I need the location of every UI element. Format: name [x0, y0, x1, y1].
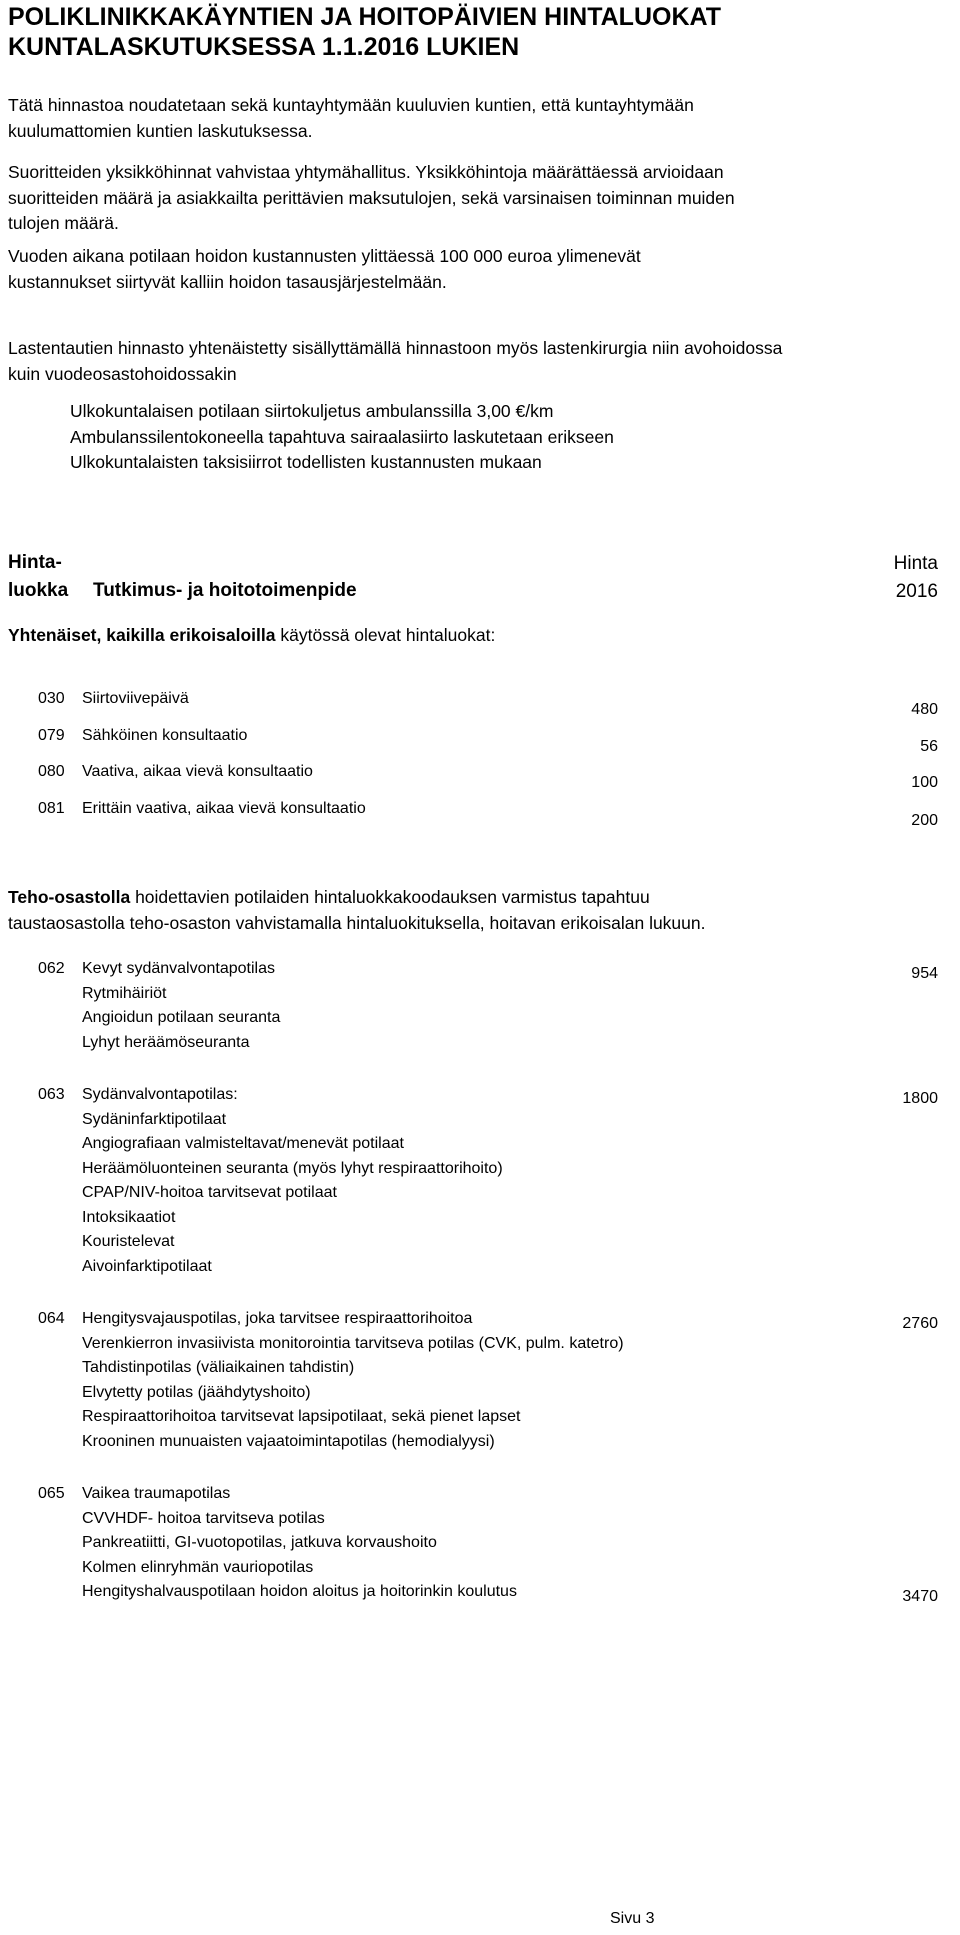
intro-paragraph-4: Lastentautien hinnasto yhtenäistetty sisällyttämällä hinnastoon myös lastenkirurgia niin avohoidossa kuin vuodeosastohoidossakin — [8, 338, 783, 384]
document-title — [8, 2, 721, 62]
row-desc: Erittäin vaativa, aikaa vievä konsultaatio — [82, 800, 366, 817]
title-line-2: KUNTALASKUTUKSESSA 1.1.2016 LUKIEN — [8, 33, 520, 61]
page-number: Sivu 3 — [610, 1910, 655, 1927]
row-price: 56 — [920, 738, 938, 755]
group-code: 063 — [38, 1086, 65, 1103]
group-lines: Hengitysvajauspotilas, joka tarvitsee respiraattorihoitoa Verenkierron invasiivista monitorointia tarvitseva potilas (CVK, pulm. katetro) Tahdistinpotilas (väliaikainen tahdistin) Elvytetty potilas (jäähdytyshoito) Respiraattorihoitoa tarvitsevat lapsipotilaat, sekä pienet lapset Krooninen munuaisten vajaatoimintapotilas (hemodialyysi) — [82, 1310, 624, 1450]
row-code: 081 — [38, 800, 65, 817]
header-class-label-1: Hinta- — [8, 552, 62, 573]
header-price-label-2: 2016 — [895, 581, 938, 602]
teho-section-heading: Teho-osastolla hoidettavien potilaiden hintaluokkakoodauksen varmistus tapahtuu taustaosastolla teho-osaston vahvistamalla hintaluokituksella, hoitavan erikoisalan lukuun. — [8, 887, 706, 933]
group-lines: Kevyt sydänvalvontapotilas Rytmihäiriöt Angioidun potilaan seuranta Lyhyt heräämöseuranta — [82, 960, 281, 1051]
group-price: 3470 — [902, 1588, 938, 1605]
group-lines: Sydänvalvontapotilas: Sydäninfarktipotilaat Angiografiaan valmisteltavat/menevät potilaat Heräämöluonteinen seuranta (myös lyhyt respiraattorihoito) CPAP/NIV-hoitoa tarvitsevat potilaat Intoksikaatiot Kouristelevat Aivoinfarktipotilaat — [82, 1086, 503, 1275]
row-desc: Sähköinen konsultaatio — [82, 727, 248, 744]
group-price: 2760 — [902, 1315, 938, 1332]
group-code: 062 — [38, 960, 65, 977]
group-code: 064 — [38, 1310, 65, 1327]
title-line-1: POLIKLINIKKAKÄYNTIEN JA HOITOPÄIVIEN HINTALUOKAT — [8, 3, 721, 31]
row-price: 480 — [911, 701, 938, 718]
group-price: 1800 — [902, 1090, 938, 1107]
transport-note: Ambulanssilentokoneella tapahtuva sairaalasiirto laskutetaan erikseen — [70, 426, 614, 447]
intro-paragraph-3: Vuoden aikana potilaan hoidon kustannusten ylittäessä 100 000 euroa ylimenevät kustannukset siirtyvät kalliin hoidon tasausjärjestelmään. — [8, 246, 641, 292]
row-code: 079 — [38, 727, 65, 744]
group-lines: Vaikea traumapotilas CVVHDF- hoitoa tarvitseva potilas Pankreatiitti, GI-vuotopotilas, jatkuva korvaushoito Kolmen elinryhmän vauriopotilas Hengityshalvauspotilaan hoidon aloitus ja hoitorinkin koulutus — [82, 1485, 517, 1600]
row-price: 200 — [911, 812, 938, 829]
header-price-label-1: Hinta — [893, 553, 938, 574]
transport-note: Ulkokuntalaisten taksisiirrot todellisten kustannusten mukaan — [70, 452, 542, 472]
group-code: 065 — [38, 1485, 65, 1502]
row-code: 080 — [38, 763, 65, 780]
group-price: 954 — [911, 965, 938, 982]
common-section-heading: Yhtenäiset, kaikilla erikoisaloilla käytössä olevat hintaluokat: — [8, 625, 496, 645]
intro-paragraph-2: Suoritteiden yksikköhinnat vahvistaa yhtymähallitus. Yksikköhintoja määrättäessä arvioidaan suoritteiden määrä ja asiakkailta perittävien maksutulojen, sekä varsinaisen toiminnan muiden tulojen määrä. — [8, 162, 735, 233]
intro-paragraph-1: Tätä hinnastoa noudatetaan sekä kuntayhtymään kuuluvien kuntien, että kuntayhtymään kuulumattomien kuntien laskutuksessa. — [8, 95, 694, 141]
row-desc: Vaativa, aikaa vievä konsultaatio — [82, 763, 313, 780]
row-price: 100 — [911, 774, 938, 791]
transport-notes — [70, 399, 614, 476]
row-desc: Siirtoviivepäivä — [82, 690, 189, 707]
row-code: 030 — [38, 690, 65, 707]
transport-note: Ulkokuntalaisen potilaan siirtokuljetus ambulanssilla 3,00 €/km — [70, 401, 554, 421]
header-class-label-2: luokka — [8, 580, 69, 601]
header-procedure-label: Tutkimus- ja hoitotoimenpide — [93, 580, 357, 601]
